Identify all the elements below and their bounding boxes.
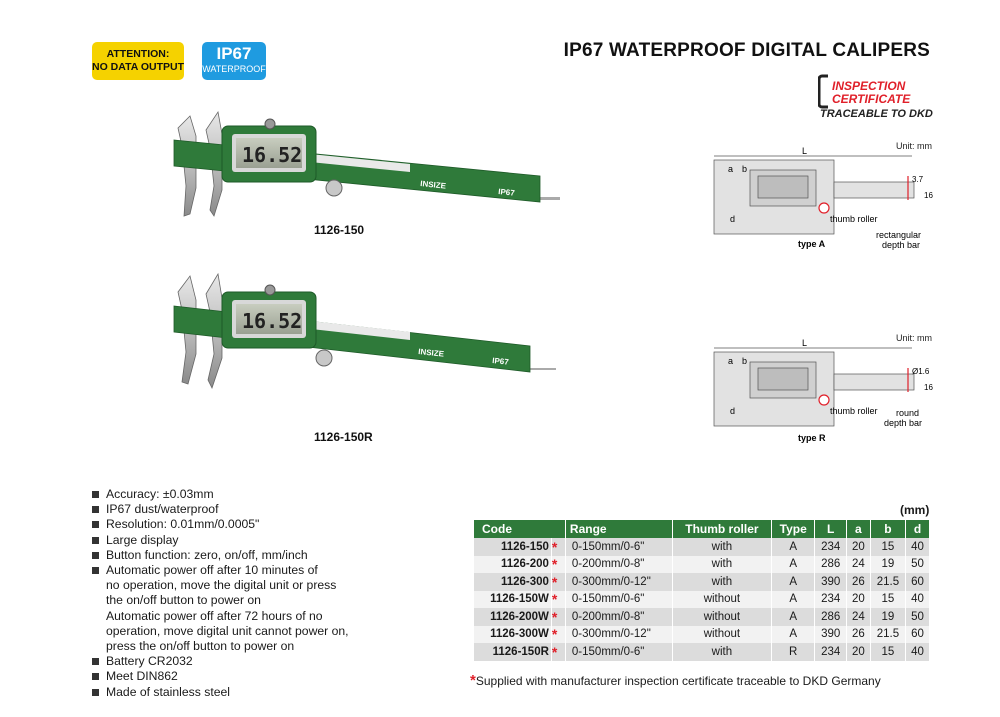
certificate-icon	[818, 74, 934, 110]
star-icon: *	[551, 608, 565, 626]
attention-line2: NO DATA OUTPUT	[92, 61, 184, 73]
feature-text: IP67 dust/waterproof	[106, 502, 219, 517]
depth-label-2: depth bar	[882, 240, 921, 250]
feature-item-cont	[92, 624, 382, 639]
cell-d: 40	[906, 643, 930, 661]
feature-item	[92, 685, 382, 700]
spec-table	[474, 520, 930, 661]
cell-L: 286	[815, 608, 847, 626]
feature-item	[92, 669, 382, 684]
cell-L: 234	[815, 538, 847, 556]
cell-range: 0-150mm/0-6"	[565, 538, 672, 556]
ip-label: IP67	[497, 187, 516, 198]
bullet-icon	[92, 491, 99, 498]
ip-line2: WATERPROOF	[202, 64, 266, 74]
feature-text: Made of stainless steel	[106, 684, 230, 699]
star-icon: *	[551, 538, 565, 556]
feature-item	[92, 502, 382, 517]
col-thumb: Thumb roller	[672, 520, 771, 538]
cell-thumb: without	[672, 591, 771, 609]
dim-small: 3.7	[912, 175, 924, 184]
table-row	[474, 643, 930, 661]
table-row	[474, 573, 930, 591]
cert-line1: INSPECTION	[832, 79, 906, 93]
feature-text: Accuracy: ±0.03mm	[106, 487, 214, 501]
feature-text: the on/off button to power on	[106, 593, 261, 608]
dimension-diagram-type-r	[700, 330, 940, 446]
feature-item	[92, 548, 382, 563]
cell-code: 1126-150	[474, 538, 551, 556]
attention-badge	[92, 42, 184, 80]
cell-code: 1126-150W	[474, 591, 551, 609]
dim-a: a	[728, 164, 734, 174]
cell-a: 24	[846, 556, 870, 574]
dimension-diagram-type-a	[700, 138, 940, 254]
feature-item-cont	[92, 609, 382, 624]
cell-a: 26	[846, 626, 870, 644]
cell-b: 15	[870, 591, 905, 609]
cell-range: 0-150mm/0-6"	[565, 591, 672, 609]
star-icon: *	[551, 573, 565, 591]
cell-type: A	[771, 573, 814, 591]
cell-b: 21.5	[870, 626, 905, 644]
type-label: type R	[798, 433, 826, 443]
thumb-roller-label: thumb roller	[830, 214, 878, 224]
cell-b: 19	[870, 608, 905, 626]
depth-label-2: depth bar	[884, 418, 923, 428]
col-code: Code	[474, 520, 565, 538]
cell-type: R	[771, 643, 814, 661]
feature-item	[92, 487, 382, 502]
cell-range: 0-300mm/0-12"	[565, 573, 672, 591]
dim-L: L	[802, 338, 808, 348]
dim-16: 16	[924, 191, 933, 200]
bullet-icon	[92, 521, 99, 528]
brand-label: INSIZE	[417, 347, 445, 359]
dim-b: b	[742, 356, 748, 366]
cell-a: 24	[846, 608, 870, 626]
type-label: type A	[798, 239, 826, 249]
feature-text: Automatic power off after 72 hours of no	[106, 608, 323, 623]
table-row	[474, 608, 930, 626]
col-a: a	[846, 520, 870, 538]
ip-label: IP67	[491, 356, 510, 367]
bullet-icon	[92, 567, 99, 574]
feature-item-cont	[92, 639, 382, 654]
table-row	[474, 626, 930, 644]
inspection-certificate-logo	[818, 74, 934, 124]
star-icon: *	[551, 556, 565, 574]
col-type: Type	[771, 520, 814, 538]
cell-thumb: with	[672, 556, 771, 574]
bullet-icon	[92, 689, 99, 696]
cell-d: 40	[906, 538, 930, 556]
table-row	[474, 538, 930, 556]
cell-range: 0-200mm/0-8"	[565, 556, 672, 574]
star-icon: *	[470, 672, 476, 689]
dim-16: 16	[924, 383, 933, 392]
feature-text: no operation, move the digital unit or press	[106, 578, 337, 593]
cell-a: 26	[846, 573, 870, 591]
attention-line1: ATTENTION:	[106, 48, 170, 60]
cell-type: A	[771, 538, 814, 556]
cert-line2: CERTIFICATE	[832, 92, 911, 106]
cell-thumb: with	[672, 573, 771, 591]
caliper-image-1126-150r	[160, 270, 560, 398]
model-label-2: 1126-150R	[314, 430, 373, 444]
lcd-reading: 16.52	[242, 309, 303, 333]
cell-a: 20	[846, 538, 870, 556]
cell-a: 20	[846, 591, 870, 609]
feature-text: Automatic power off after 10 minutes of	[106, 563, 318, 578]
cell-b: 15	[870, 643, 905, 661]
cell-type: A	[771, 591, 814, 609]
cell-d: 50	[906, 556, 930, 574]
bullet-icon	[92, 658, 99, 665]
dim-small: Ø1.6	[912, 367, 930, 376]
depth-label-1: round	[896, 408, 920, 418]
feature-text: Battery CR2032	[106, 654, 193, 669]
footnote	[470, 672, 881, 689]
feature-text: Meet DIN862	[106, 669, 178, 684]
cell-a: 20	[846, 643, 870, 661]
cell-type: A	[771, 608, 814, 626]
cell-code: 1126-150R	[474, 643, 551, 661]
bullet-icon	[92, 673, 99, 680]
cell-type: A	[771, 556, 814, 574]
cell-L: 390	[815, 573, 847, 591]
cell-range: 0-200mm/0-8"	[565, 608, 672, 626]
feature-text: press the on/off button to power on	[106, 639, 295, 654]
bullet-icon	[92, 537, 99, 544]
feature-text: Large display	[106, 532, 179, 547]
depth-label-1: rectangular	[876, 230, 922, 240]
cell-type: A	[771, 626, 814, 644]
table-row	[474, 556, 930, 574]
cell-thumb: without	[672, 626, 771, 644]
cell-L: 234	[815, 591, 847, 609]
cell-code: 1126-300W	[474, 626, 551, 644]
brand-label: INSIZE	[419, 179, 447, 191]
feature-item	[92, 563, 382, 578]
cell-thumb: with	[672, 643, 771, 661]
cell-b: 15	[870, 538, 905, 556]
cell-L: 286	[815, 556, 847, 574]
dim-d: d	[730, 406, 736, 416]
cell-d: 50	[906, 608, 930, 626]
bullet-icon	[92, 506, 99, 513]
table-row	[474, 591, 930, 609]
cell-thumb: without	[672, 608, 771, 626]
feature-item	[92, 517, 382, 532]
cell-b: 21.5	[870, 573, 905, 591]
star-icon: *	[551, 626, 565, 644]
cell-code: 1126-200W	[474, 608, 551, 626]
model-label-1: 1126-150	[314, 223, 365, 237]
cell-d: 40	[906, 591, 930, 609]
cell-thumb: with	[672, 538, 771, 556]
feature-text: operation, move digital unit cannot power on,	[106, 623, 349, 638]
col-b: b	[870, 520, 905, 538]
ip67-badge	[202, 42, 266, 80]
footnote-text: Supplied with manufacturer inspection certificate traceable to DKD Germany	[475, 674, 881, 688]
dim-L: L	[802, 146, 808, 156]
cell-d: 60	[906, 626, 930, 644]
unit-label: Unit: mm	[896, 141, 932, 151]
feature-item	[92, 654, 382, 669]
bullet-icon	[92, 552, 99, 559]
cell-code: 1126-200	[474, 556, 551, 574]
cell-L: 234	[815, 643, 847, 661]
dim-a: a	[728, 356, 734, 366]
feature-item	[92, 533, 382, 548]
ip-line1: IP67	[216, 44, 252, 63]
cert-subtitle: TRACEABLE TO DKD	[820, 108, 933, 120]
col-range: Range	[565, 520, 672, 538]
dim-d: d	[730, 214, 736, 224]
cell-range: 0-300mm/0-12"	[565, 626, 672, 644]
lcd-reading: 16.52	[242, 143, 303, 167]
feature-text: Resolution: 0.01mm/0.0005"	[106, 517, 260, 532]
cell-b: 19	[870, 556, 905, 574]
dim-b: b	[742, 164, 748, 174]
table-unit: (mm)	[900, 503, 930, 517]
table-header-row	[474, 520, 930, 538]
cell-range: 0-150mm/0-6"	[565, 643, 672, 661]
cell-code: 1126-300	[474, 573, 551, 591]
star-icon: *	[551, 591, 565, 609]
feature-item-cont	[92, 578, 382, 593]
page-title: IP67 WATERPROOF DIGITAL CALIPERS	[563, 40, 930, 61]
thumb-roller-label: thumb roller	[830, 406, 878, 416]
cell-d: 60	[906, 573, 930, 591]
cell-L: 390	[815, 626, 847, 644]
feature-text: Button function: zero, on/off, mm/inch	[106, 547, 308, 562]
star-icon: *	[551, 643, 565, 661]
feature-item-cont	[92, 593, 382, 608]
caliper-image-1126-150	[160, 106, 570, 228]
feature-list	[92, 487, 382, 700]
col-L: L	[815, 520, 847, 538]
unit-label: Unit: mm	[896, 333, 932, 343]
col-d: d	[906, 520, 930, 538]
